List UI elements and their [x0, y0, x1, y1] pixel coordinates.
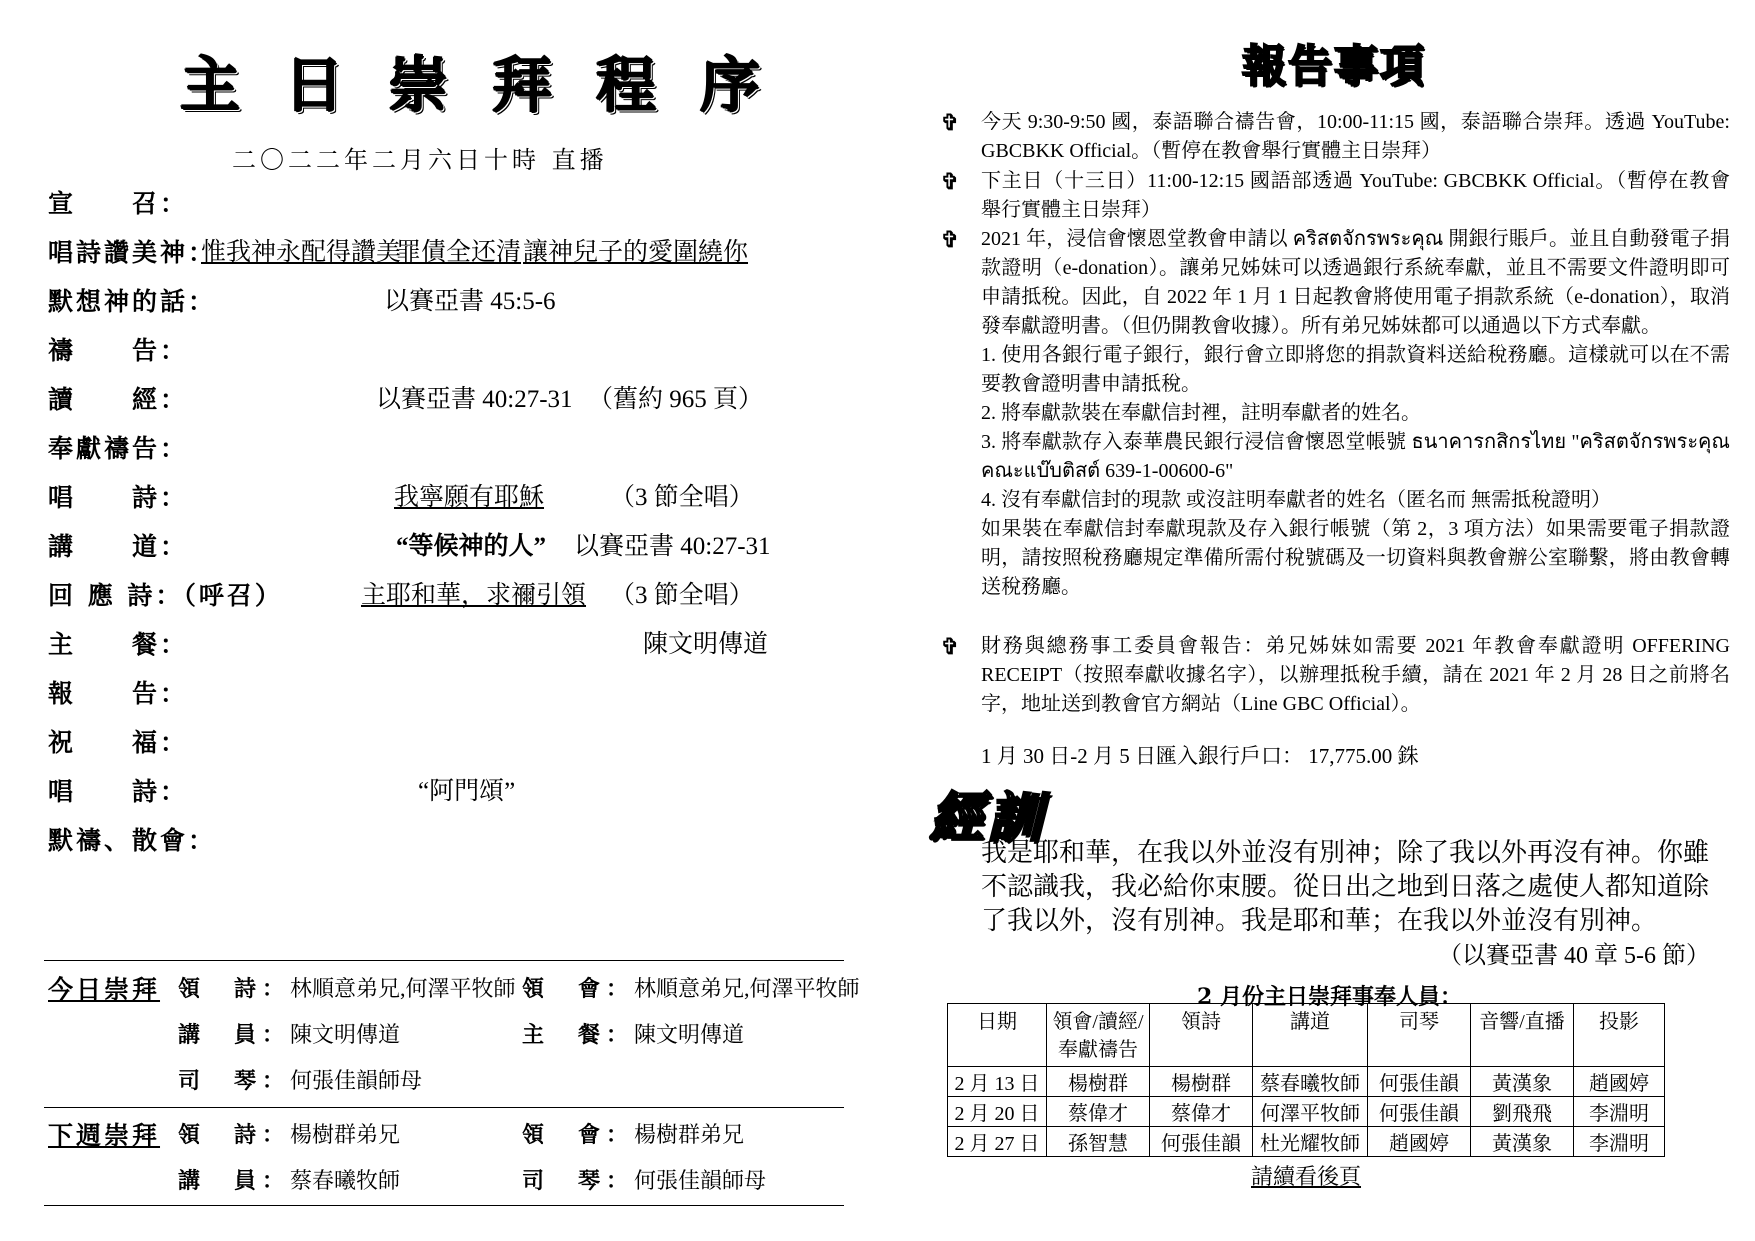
program-label: 讀 經： [48, 385, 189, 414]
announcements-title: 報告事項 [1242, 41, 1426, 92]
hymn-title: 罪債全还清 [396, 239, 522, 266]
role-label: 領 會： [522, 1122, 635, 1148]
role-label: 司 琴： [178, 1068, 291, 1094]
role-value: 何張佳韻師母 [290, 1068, 423, 1093]
role-value: 林順意弟兄,何澤平牧師 [634, 976, 860, 1001]
program-label: 唱 詩： [48, 483, 189, 512]
verse-title: 經訓 [929, 785, 1045, 849]
hymn-title: 主耶和華，求禰引領 [361, 582, 587, 609]
table-row [948, 1097, 1665, 1127]
roster-cell: 2 月 13 日 [948, 1067, 1047, 1097]
announcement-item [935, 167, 1730, 225]
program-label: 報 告： [48, 679, 189, 708]
roster-header: 司琴 [1368, 1004, 1471, 1067]
roster-cell: 何張佳韻 [1150, 1127, 1253, 1157]
roster-cell: 李淵明 [1574, 1127, 1665, 1157]
verse-reference: （以賽亞書 40 章 5-6 節） [1438, 943, 1710, 969]
verse-count: （3 節全唱） [610, 484, 754, 511]
role-label: 講 員： [178, 1022, 291, 1048]
offering-note: 如果裝在奉獻信封奉獻現款及存入銀行帳號（第 2，3 項方法）如果需要電子捐款證明，請按照稅務廳規定準備所需付稅號碼及一切資料與教會辦公室聯繫，將由教會轉送稅務廳。 [981, 518, 1730, 598]
program-label: 祝 福： [48, 728, 189, 757]
scripture-ref: 以賽亞書 40:27-31 [574, 533, 771, 560]
left-page [0, 0, 877, 1241]
program-label: 唱詩讚美神： [48, 238, 217, 267]
next-service-heading: 下週崇拜 [48, 1121, 161, 1150]
roster-cell: 杜光耀牧師 [1253, 1127, 1368, 1157]
roster-cell: 蔡偉才 [1150, 1097, 1253, 1127]
role-label: 領 詩： [178, 976, 291, 1002]
roster-cell: 楊樹群 [1150, 1067, 1253, 1097]
roster-cell: 2 月 20 日 [948, 1097, 1047, 1127]
role-value: 陳文明傳道 [290, 1022, 401, 1047]
role-value: 蔡春曦牧師 [290, 1168, 401, 1193]
program-label: 默想神的話： [48, 287, 217, 316]
program-label: 奉獻禱告： [48, 434, 189, 463]
role-label: 主 餐： [522, 1022, 635, 1048]
next-row-1b [522, 1118, 744, 1149]
roster-header: 音響/直播 [1471, 1004, 1574, 1067]
role-value: 林順意弟兄,何澤平牧師 [290, 976, 516, 1001]
announcement-text: 2021 年，浸信會懷恩堂教會申請以 คริสตจักรพระคุณ 開銀行賬戶。並且自動發電子捐款證明（e-donation）。讓弟兄姊妹可以透過銀行系統奉獻，並且不需要文件證明即可申請抵稅。因此，自 2022 年 1 月 1 日起教會將使用電子捐款系統（e-donation），取消發奉獻證明書。（但仍開教會收據）。所有弟兄姊妹都可以通過以下方式奉獻。 [981, 228, 1730, 337]
today-row-1b [522, 972, 860, 1003]
roster-cell: 黃漢象 [1471, 1127, 1574, 1157]
right-page [877, 0, 1755, 1241]
next-row-2 [178, 1164, 400, 1195]
roster-cell: 李淵明 [1574, 1097, 1665, 1127]
offering-method: 2. 將奉獻款裝在奉獻信封裡，註明奉獻者的姓名。 [981, 402, 1421, 424]
program-title: 主日崇拜程序 [180, 51, 804, 121]
continue-next-page: 請續看後頁 [1251, 1165, 1362, 1190]
announcement-item [935, 108, 1730, 166]
role-value: 楊樹群弟兄 [290, 1122, 401, 1147]
role-label: 司 琴： [522, 1168, 635, 1194]
roster-header: 投影 [1574, 1004, 1665, 1067]
roster-cell: 趙國婷 [1574, 1067, 1665, 1097]
program-label: 宣 召： [48, 189, 189, 218]
roster-header: 領詩 [1150, 1004, 1253, 1067]
offering-method: 4. 沒有奉獻信封的現款 或沒註明奉獻者的姓名（匿名而 無需抵稅證明） [981, 489, 1611, 511]
roster-header: 日期 [948, 1004, 1047, 1067]
officiant: 陳文明傳道 [643, 631, 769, 658]
divider [44, 1107, 844, 1108]
roster-table [947, 1003, 1665, 1157]
next-row-1 [178, 1118, 400, 1149]
bank-deposit-total: 1 月 30 日-2 月 5 日匯入銀行戶口： 17,775.00 銖 [981, 744, 1419, 768]
role-label: 講 員： [178, 1168, 291, 1194]
roster-cell: 楊樹群 [1047, 1067, 1150, 1097]
hymn-title: “阿門頌” [418, 778, 516, 805]
table-row [948, 1067, 1665, 1097]
roster-cell: 蔡偉才 [1047, 1097, 1150, 1127]
today-row-2b [522, 1018, 744, 1049]
roster-cell: 黃漢象 [1471, 1067, 1574, 1097]
roster-cell: 蔡春曦牧師 [1253, 1067, 1368, 1097]
cross-icon: ✞ [940, 227, 960, 252]
today-row-3 [178, 1064, 422, 1095]
program-label: 禱 告： [48, 336, 189, 365]
program-label: 主 餐： [48, 630, 189, 659]
divider [44, 960, 844, 961]
hymn-title: 惟我神永配得讚美 [201, 239, 402, 266]
roster-header-row [948, 1004, 1665, 1067]
offering-method: 3. 將奉獻款存入泰華農民銀行浸信會懷恩堂帳號 ธนาคารกสิกรไทย "คริสตจักรพระคุณ คณะแบ๊บติสต์ 639-1-00600-6" [981, 431, 1730, 482]
roster-cell: 趙國婷 [1368, 1127, 1471, 1157]
roster-cell: 孫智慧 [1047, 1127, 1150, 1157]
scripture-ref: 以賽亞書 45:5-6 [384, 288, 556, 315]
verse-text: 我是耶和華，在我以外並沒有別神；除了我以外再沒有神。你雖不認識我，我必給你束腰。從日出之地到日落之處使人都知道除了我以外，沒有別神。我是耶和華；在我以外並沒有別神。 [981, 838, 1710, 936]
role-value: 楊樹群弟兄 [634, 1122, 745, 1147]
role-label: 領 詩： [178, 1122, 291, 1148]
role-value: 何張佳韻師母 [634, 1168, 767, 1193]
roster-cell: 何張佳韻 [1368, 1097, 1471, 1127]
roster-header: 領會/讀經/奉獻禱告 [1047, 1004, 1150, 1067]
announcement-text: 財務與總務事工委員會報告：弟兄姊妹如需要 2021 年教會奉獻證明 OFFERING RECEIPT（按照奉獻收據名字），以辦理抵稅手續，請在 2021 年 2 月 28 日之前將名字，地址送到教會官方網站（Line GBC Official）。 [981, 635, 1730, 715]
roster-header: 講道 [1253, 1004, 1368, 1067]
roster-cell: 何張佳韻 [1368, 1067, 1471, 1097]
role-value: 陳文明傳道 [634, 1022, 745, 1047]
offering-method: 1. 使用各銀行電子銀行，銀行會立即將您的捐款資料送給稅務廳。這樣就可以在不需要教會證明書申請抵稅。 [981, 344, 1730, 395]
program-label: 唱 詩： [48, 777, 189, 806]
table-row [948, 1127, 1665, 1157]
roster-title: 2 月份主日崇拜事奉人員： [1197, 984, 1462, 1010]
announcement-item [935, 225, 1730, 602]
cross-icon: ✞ [940, 634, 960, 659]
sermon-title: “等候神的人” [396, 533, 547, 560]
program-label: 講 道： [48, 532, 189, 561]
today-service-heading: 今日崇拜 [48, 975, 161, 1004]
next-row-2b [522, 1164, 766, 1195]
roster-cell: 何澤平牧師 [1253, 1097, 1368, 1127]
cross-icon: ✞ [940, 110, 960, 135]
verse-count: （3 節全唱） [610, 582, 754, 609]
program-subtitle: 二〇二二年二月六日十時 直播 [232, 146, 608, 174]
program-label: 回 應 詩：（呼召） [48, 581, 283, 610]
program-label: 默禱、散會： [48, 826, 217, 855]
announcement-text: 下主日（十三日）11:00-12:15 國語部透過 YouTube: GBCBKK Official。（暫停在教會舉行實體主日崇拜） [981, 170, 1730, 221]
announcement-item [935, 632, 1730, 719]
roster-cell: 劉飛飛 [1471, 1097, 1574, 1127]
role-label: 領 會： [522, 976, 635, 1002]
scripture-ref: 以賽亞書 40:27-31 [376, 386, 573, 413]
cross-icon: ✞ [940, 169, 960, 194]
divider [44, 1205, 844, 1206]
hymn-title: 我寧願有耶穌 [394, 484, 545, 511]
roster-cell: 2 月 27 日 [948, 1127, 1047, 1157]
hymn-title: 讓神兒子的愛圍繞你 [523, 239, 749, 266]
today-row-1 [178, 972, 516, 1003]
announcement-text: 今天 9:30-9:50 國，泰語聯合禱告會，10:00-11:15 國，泰語聯合崇拜。透過 YouTube: GBCBKK Official。（暫停在教會舉行實體主日崇拜） [981, 111, 1730, 162]
today-row-2 [178, 1018, 400, 1049]
page-ref: （舊約 965 頁） [588, 386, 764, 413]
